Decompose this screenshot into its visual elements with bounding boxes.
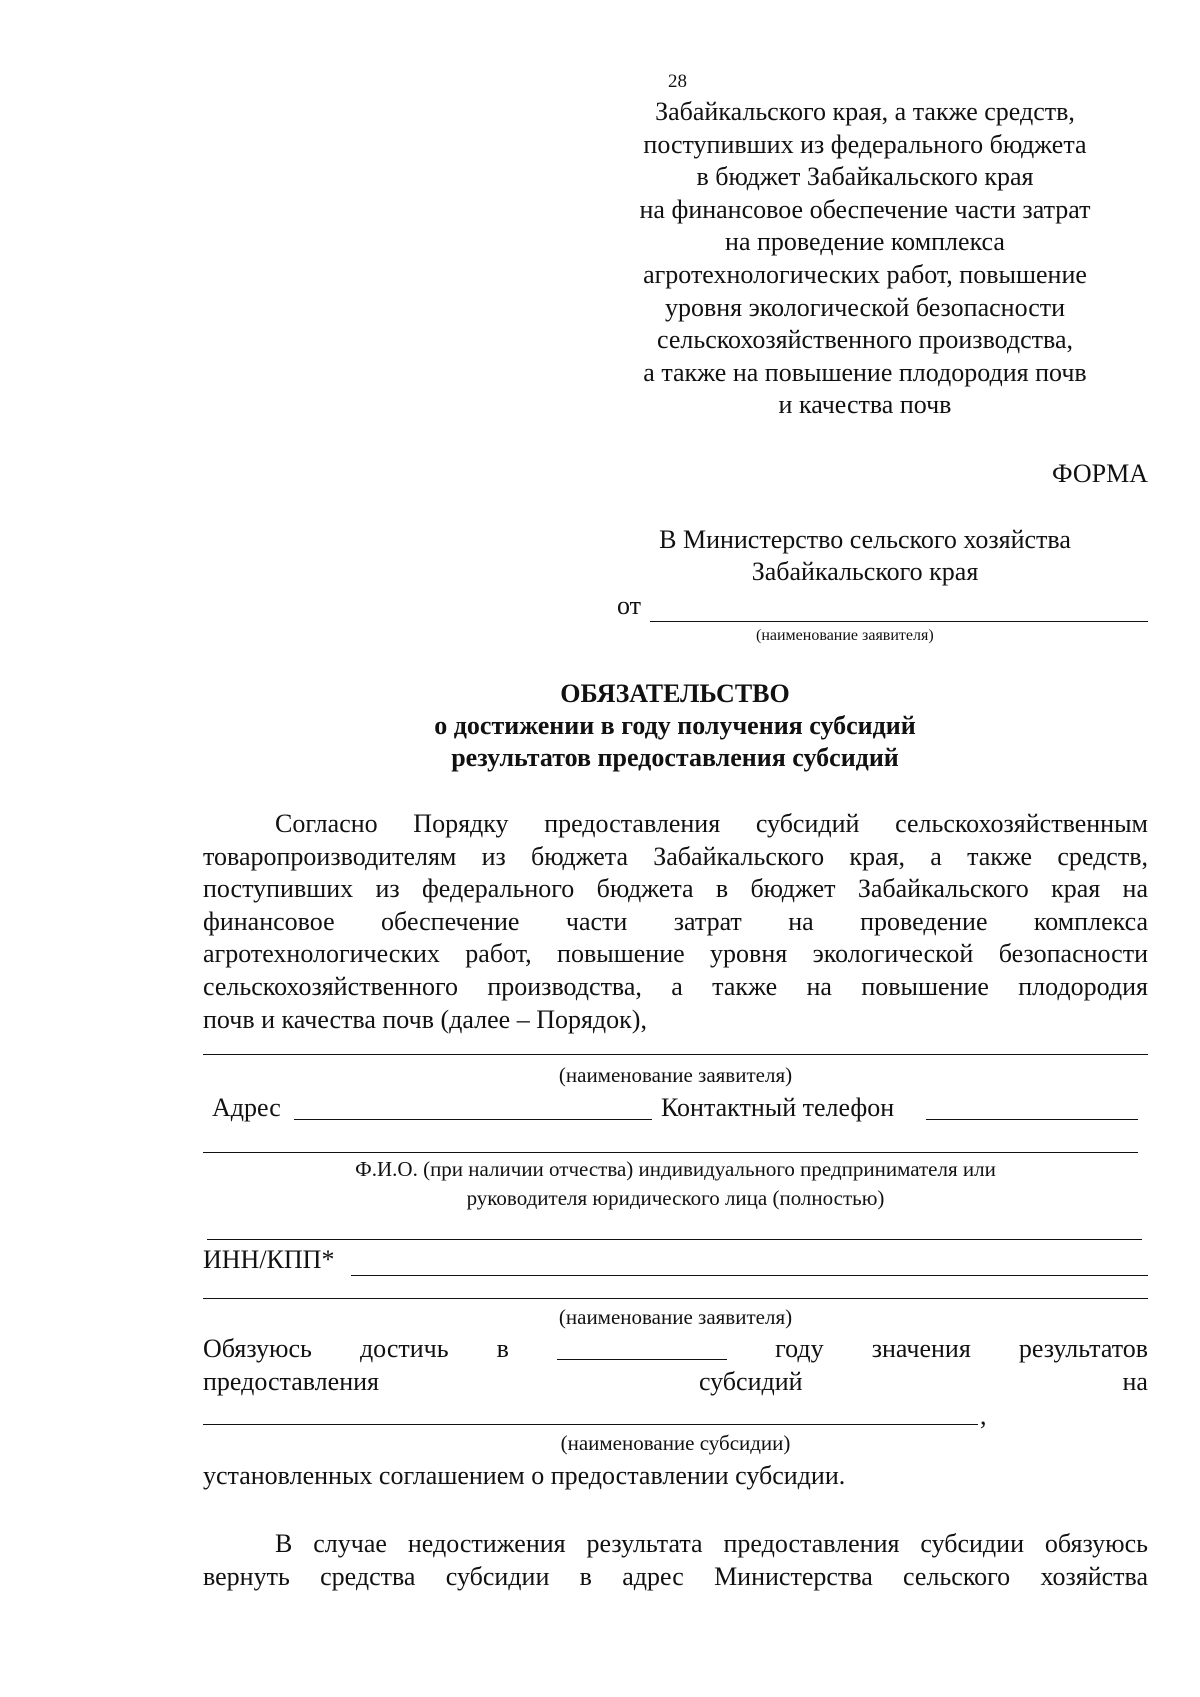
addressee-block xyxy=(615,524,1115,588)
from-field xyxy=(617,590,1148,624)
from-label: от xyxy=(617,591,642,620)
address-label: Адрес xyxy=(212,1093,281,1122)
phone-label: Контактный телефон xyxy=(661,1093,895,1122)
obligation-word: на xyxy=(1122,1367,1148,1396)
applicant-caption: (наименование заявителя) xyxy=(558,1063,793,1087)
subsidy-comma: , xyxy=(980,1401,987,1430)
obligation-word: достичь xyxy=(359,1334,449,1363)
paragraph-line: вернуть средства субсидии в адрес Министерства сельского хозяйства xyxy=(203,1561,1148,1591)
obligation-word: субсидий xyxy=(698,1367,803,1396)
obligation-word: Обязуюсь xyxy=(203,1334,312,1363)
fio-caption-line-2: руководителя юридического лица (полностью) xyxy=(466,1186,885,1210)
obligation-row-1 xyxy=(203,1333,1148,1365)
page-number: 28 xyxy=(668,71,687,92)
phone-blank-line[interactable] xyxy=(926,1119,1138,1120)
address-blank-line[interactable] xyxy=(294,1119,652,1120)
fio-caption-line-1: Ф.И.О. (при наличии отчества) индивидуального предпринимателя или xyxy=(355,1157,996,1181)
paragraph-line: почв и качества почв (далее – Порядок), xyxy=(203,1004,647,1034)
obligation-word: значения xyxy=(871,1334,971,1363)
header-text-block xyxy=(615,96,1115,422)
subsidy-name-blank-line[interactable] xyxy=(203,1424,978,1425)
document-title xyxy=(200,678,1150,774)
paragraph-line: Согласно Порядку предоставления субсидий сельскохозяйственным xyxy=(275,809,1148,838)
subsidy-caption: (наименование субсидии) xyxy=(560,1431,791,1455)
header-line: Забайкальского края, а также средств, xyxy=(655,97,1075,126)
applicant-name-line[interactable] xyxy=(203,1054,1148,1055)
addressee-line: Забайкальского края xyxy=(751,557,979,586)
applicant-caption-2: (наименование заявителя) xyxy=(558,1305,793,1329)
paragraph-line: агротехнологических работ, повышение уровня экологической безопасности xyxy=(203,939,1148,969)
paragraph-line: поступивших из федерального бюджета в бюджет Забайкальского края на xyxy=(203,874,1148,904)
header-line: уровня экологической безопасности xyxy=(664,292,1066,322)
header-line: и качества почв xyxy=(778,390,952,420)
paragraph-line: финансовое обеспечение части затрат на проведение комплекса xyxy=(203,906,1148,936)
paragraph-line: товаропроизводителям из бюджета Забайкальского края, а также средств, xyxy=(203,841,1148,871)
paragraph-line: В случае недостижения результата предоставления субсидии обязуюсь xyxy=(275,1529,1148,1558)
header-line: агротехнологических работ, повышение xyxy=(643,259,1087,289)
applicant-name-line-2[interactable] xyxy=(203,1298,1148,1299)
obligation-row-2 xyxy=(203,1366,1148,1398)
title-line-3: результатов предоставления субсидий xyxy=(451,743,899,772)
header-line: поступивших из федерального бюджета xyxy=(643,129,1087,159)
header-line: в бюджет Забайкальского края xyxy=(696,162,1034,192)
paragraph-line: сельскохозяйственного производства, а также на повышение плодородия xyxy=(203,971,1148,1001)
from-blank-line[interactable] xyxy=(650,621,1148,622)
inn-kpp-blank-line[interactable] xyxy=(351,1275,1148,1276)
obligation-word: году xyxy=(775,1334,824,1363)
header-line: сельскохозяйственного производства, xyxy=(656,325,1074,355)
fio-blank-line-2[interactable] xyxy=(207,1239,1142,1240)
obligation-word: результатов xyxy=(1018,1334,1148,1363)
intro-paragraph xyxy=(203,808,1148,1036)
title-line-2: о достижении в году получения субсидий xyxy=(434,711,916,740)
header-line: а также на повышение плодородия почв xyxy=(643,357,1087,387)
obligation-word: в xyxy=(496,1334,509,1363)
inn-kpp-label: ИНН/КПП* xyxy=(203,1245,335,1274)
form-label: ФОРМА xyxy=(1052,459,1148,488)
return-paragraph xyxy=(203,1528,1148,1593)
from-caption: (наименование заявителя) xyxy=(756,627,934,644)
year-blank-line[interactable] xyxy=(557,1333,727,1360)
header-line: на проведение комплекса xyxy=(725,227,1005,257)
obligation-word: предоставления xyxy=(203,1367,379,1396)
obligation-last-line: установленных соглашением о предоставлении субсидии. xyxy=(203,1461,846,1490)
header-line: на финансовое обеспечение части затрат xyxy=(639,194,1091,224)
title-line-1: ОБЯЗАТЕЛЬСТВО xyxy=(560,679,790,708)
addressee-line: В Министерство сельского хозяйства xyxy=(659,525,1071,554)
fio-blank-line[interactable] xyxy=(203,1152,1138,1153)
